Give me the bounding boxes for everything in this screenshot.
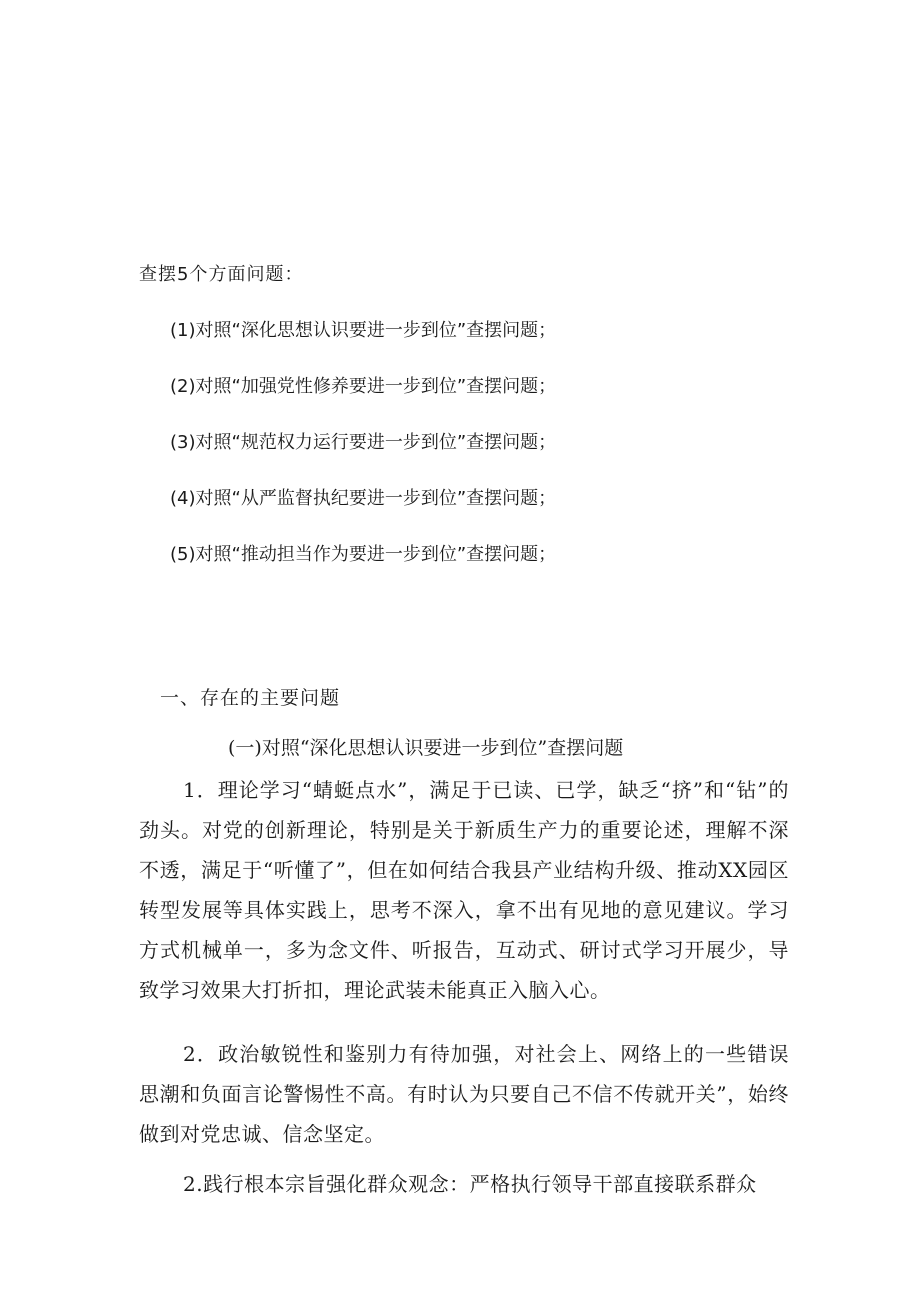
section-subheading: (一)对照“深化思想认识要进一步到位”查摆问题 [228,737,624,759]
checklist-item-4: (4)对照“从严监督执纪要进一步到位”查摆问题； [170,488,557,509]
intro-line: 查摆5个方面问题： [139,264,304,285]
checklist-item-3: (3)对照“规范权力运行要进一步到位”查摆问题； [170,432,557,453]
paragraph-2: 2．政治敏锐性和鉴别力有待加强，对社会上、网络上的一些错误思潮和负面言论警惕性不高。有时认为只要自己不信不传就开关”，始终做到对党忠诚、信念坚定。 [139,1042,789,1146]
checklist-item-2: (2)对照“加强党性修养要进一步到位”查摆问题； [170,376,557,397]
section-heading: 一、存在的主要问题 [160,687,341,709]
checklist-item-5: (5)对照“推动担当作为要进一步到位”查摆问题； [170,544,557,565]
paragraph-3: 2.践行根本宗旨强化群众观念：严格执行领导干部直接联系群众 [183,1172,757,1196]
paragraph-1: 1．理论学习“蜻蜓点水”，满足于已读、已学，缺乏“挤”和“钻”的劲头。对党的创新理论，特别是关于新质生产力的重要论述，理解不深不透，满足于“听懂了”，但在如何结合我县产业结构升级、推动XX园区转型发展等具体实践上，思考不深入，拿不出有见地的意见建议。学习方式机械单一，多为念文件、听报告，互动式、研讨式学习开展少，导致学习效果大打折扣，理论武装未能真正入脑入心。 [139,778,789,1002]
checklist-item-1: (1)对照“深化思想认识要进一步到位”查摆问题； [170,320,557,341]
